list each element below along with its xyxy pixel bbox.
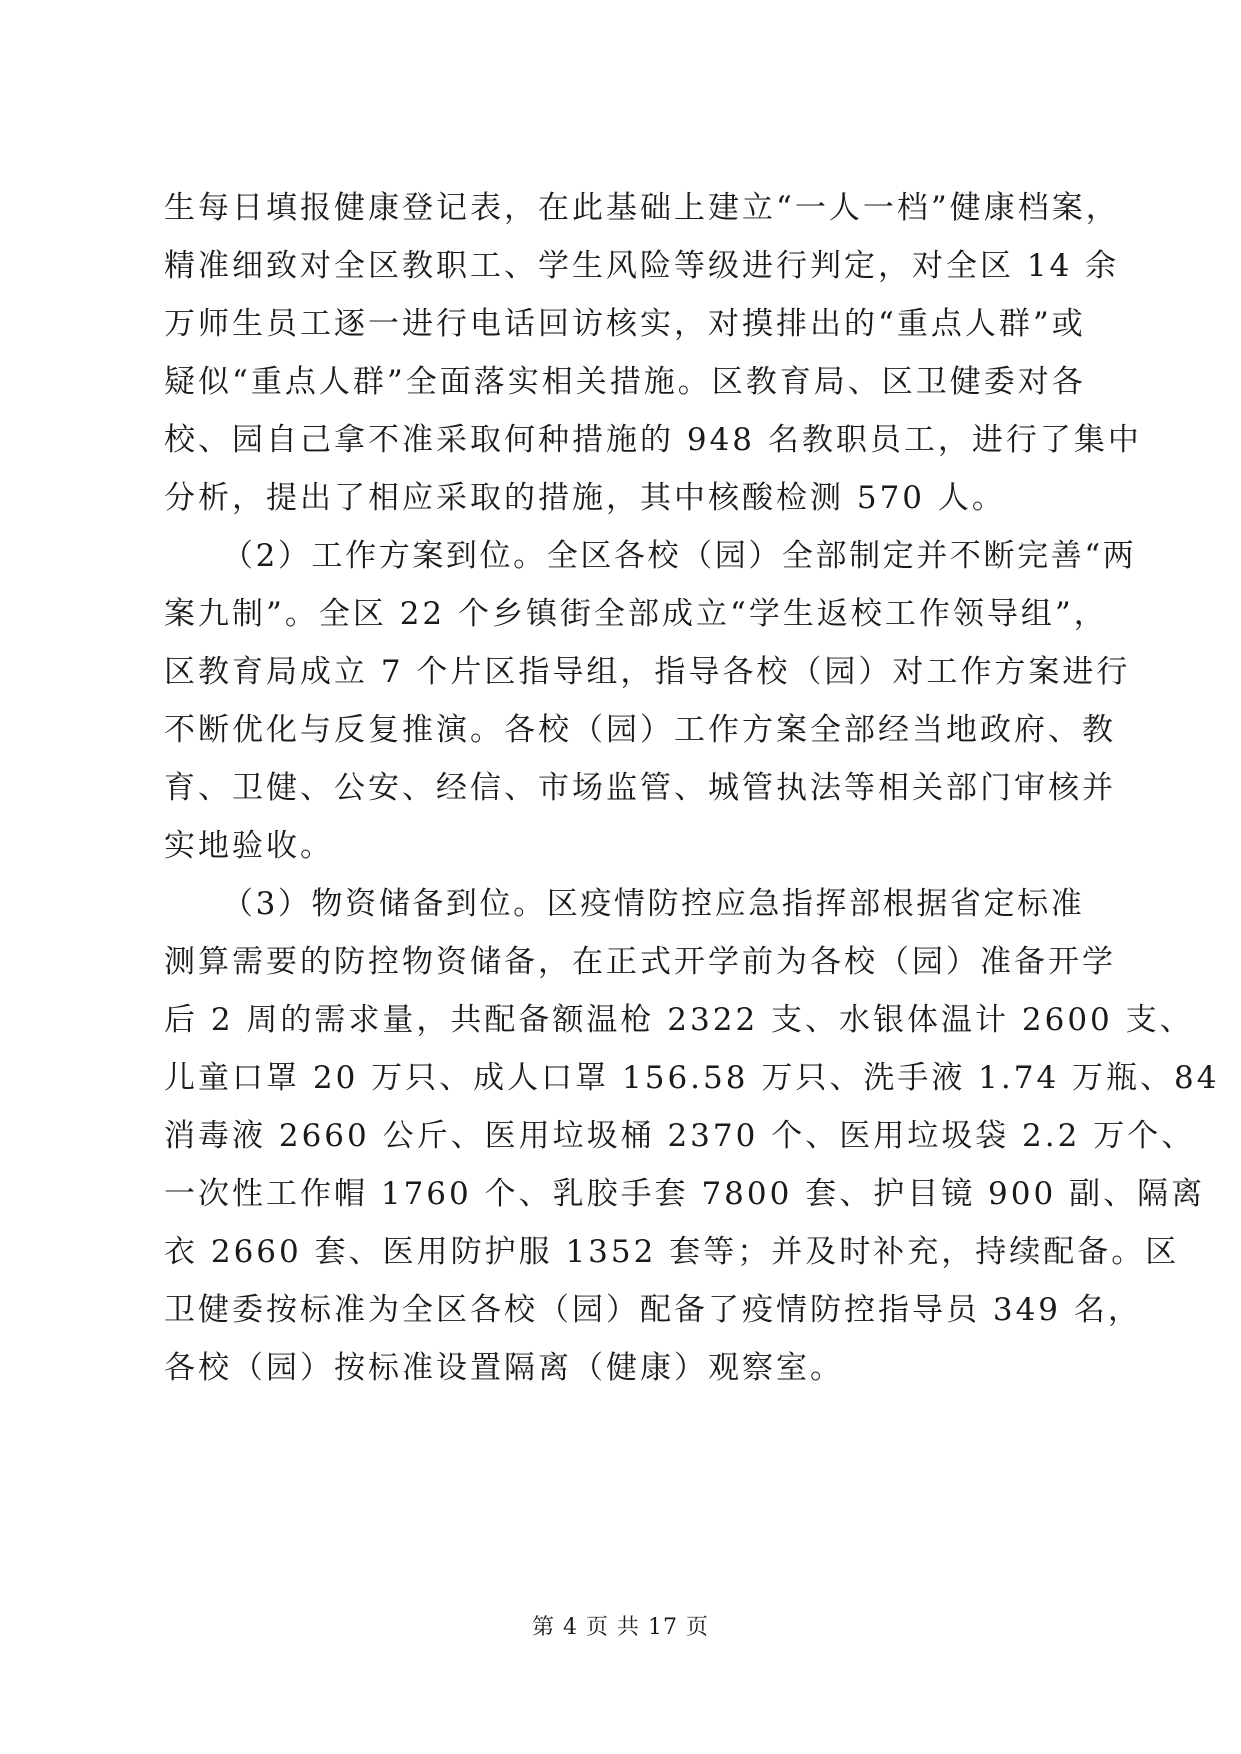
text-line: 消毒液 2660 公斤、医用垃圾桶 2370 个、医用垃圾袋 2.2 万个、 [164,1118,1196,1154]
text-line: 分析，提出了相应采取的措施，其中核酸检测 570 人。 [164,480,1006,516]
text-line: 育、卫健、公安、经信、市场监管、城管执法等相关部门审核并 [164,770,1116,806]
text-line: 精准细致对全区教职工、学生风险等级进行判定，对全区 14 余 [164,248,1120,284]
text-line: 儿童口罩 20 万只、成人口罩 156.58 万只、洗手液 1.74 万瓶、84 [164,1060,1220,1096]
text-line: 生每日填报健康登记表，在此基础上建立“一人一档”健康档案， [164,190,1120,226]
text-line: 疑似“重点人群”全面落实相关措施。区教育局、区卫健委对各 [164,364,1086,400]
text-line: 卫健委按标准为全区各校（园）配备了疫情防控指导员 349 名， [164,1292,1142,1328]
text-line: 案九制”。全区 22 个乡镇街全部成立“学生返校工作领导组”， [164,596,1108,632]
text-line: 不断优化与反复推演。各校（园）工作方案全部经当地政府、教 [164,712,1116,748]
text-line: 校、园自己拿不准采取何种措施的 948 名教职员工，进行了集中 [164,422,1142,458]
text-line: 实地验收。 [164,828,334,864]
text-line: 万师生员工逐一进行电话回访核实，对摸排出的“重点人群”或 [164,306,1086,342]
text-line: 各校（园）按标准设置隔离（健康）观察室。 [164,1350,844,1386]
text-line: 一次性工作帽 1760 个、乳胶手套 7800 套、护目镜 900 副、隔离 [164,1176,1206,1212]
paragraph-3-first-line: （3）物资储备到位。区疫情防控应急指挥部根据省定标准 [222,886,1085,922]
text-line: 衣 2660 套、医用防护服 1352 套等；并及时补充，持续配备。区 [164,1234,1180,1270]
paragraph-2-first-line: （2）工作方案到位。全区各校（园）全部制定并不断完善“两 [222,538,1137,574]
text-line: 测算需要的防控物资储备，在正式开学前为各校（园）准备开学 [164,944,1116,980]
page-number-footer: 第 4 页 共 17 页 [532,1615,709,1640]
text-line: 区教育局成立 7 个片区指导组，指导各校（园）对工作方案进行 [164,654,1131,690]
text-line: 后 2 周的需求量，共配备额温枪 2322 支、水银体温计 2600 支、 [164,1002,1194,1038]
